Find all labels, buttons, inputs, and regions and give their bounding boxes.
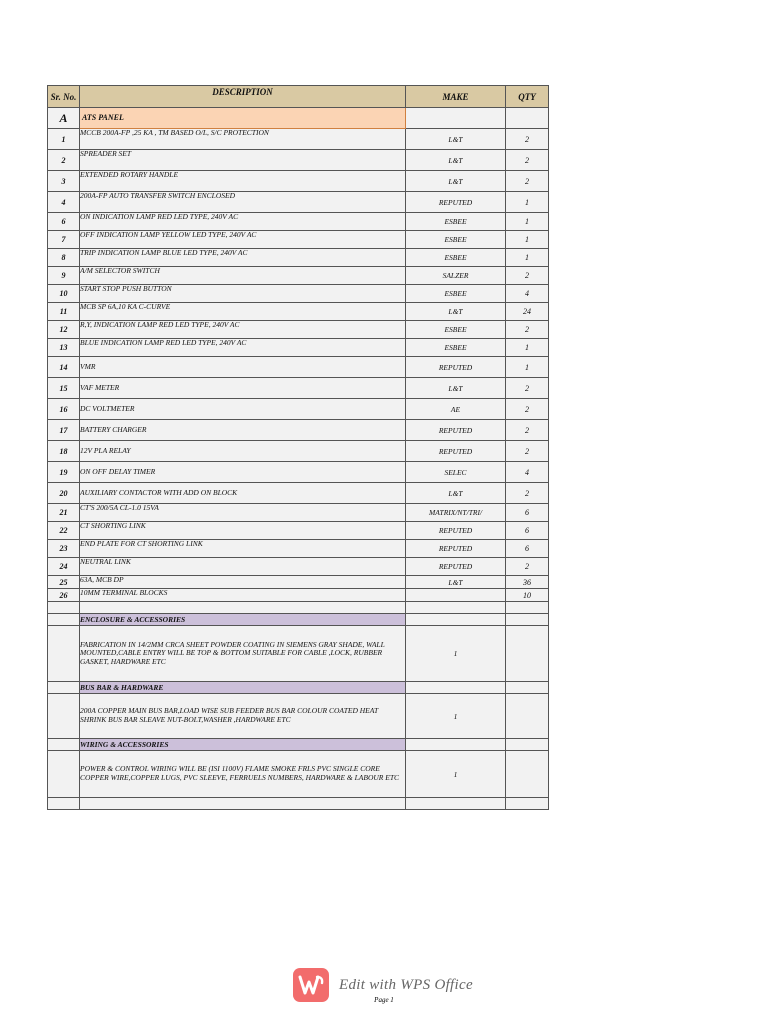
item-description: END PLATE FOR CT SHORTING LINK xyxy=(80,540,406,558)
item-description: AUXILIARY CONTACTOR WITH ADD ON BLOCK xyxy=(80,483,406,504)
item-make: REPUTED xyxy=(406,522,506,540)
page-number: Page 1 xyxy=(374,996,394,1004)
item-qty: 24 xyxy=(506,303,549,321)
item-sr-no: 7 xyxy=(48,231,80,249)
table-row xyxy=(48,129,549,150)
group-description: FABRICATION IN 14/2MM CRCA SHEET POWDER COATING IN SIEMENS GRAY SHADE, WALL MOUNTED,CABLE ENTRY WILL BE TOP & BOTTOM SUITABLE FOR CABLE ,LOCK, RUBBER GASKET, HARDWARE ETC xyxy=(80,626,406,682)
section-qty-cell xyxy=(506,108,549,129)
item-sr-no: 13 xyxy=(48,339,80,357)
item-make: REPUTED xyxy=(406,441,506,462)
blank-cell xyxy=(506,602,549,614)
table-row xyxy=(48,171,549,192)
table-row xyxy=(48,303,549,321)
item-qty: 1 xyxy=(506,192,549,213)
group-header-row xyxy=(48,614,549,626)
item-make: ESBEE xyxy=(406,285,506,303)
item-description: CT'S 200/5A CL-1.0 15VA xyxy=(80,504,406,522)
item-make: MATRIX/NT/TRI/ xyxy=(406,504,506,522)
item-make: ESBEE xyxy=(406,249,506,267)
item-sr-no: 10 xyxy=(48,285,80,303)
item-make: ESBEE xyxy=(406,213,506,231)
item-qty: 1 xyxy=(506,213,549,231)
item-make: SALZER xyxy=(406,267,506,285)
item-sr-no: 26 xyxy=(48,589,80,602)
item-sr-no: 3 xyxy=(48,171,80,192)
table-row xyxy=(48,589,549,602)
group-qty xyxy=(506,751,549,798)
item-qty: 2 xyxy=(506,171,549,192)
table-row xyxy=(48,231,549,249)
header-make: MAKE xyxy=(406,86,506,108)
group-detail-sr xyxy=(48,694,80,739)
item-qty: 1 xyxy=(506,249,549,267)
item-description: EXTENDED ROTARY HANDLE xyxy=(80,171,406,192)
group-detail-row xyxy=(48,751,549,798)
item-qty: 4 xyxy=(506,285,549,303)
group-sr-cell xyxy=(48,682,80,694)
table-header-row xyxy=(48,86,549,108)
group-make: 1 xyxy=(406,694,506,739)
item-qty: 2 xyxy=(506,378,549,399)
item-qty: 2 xyxy=(506,558,549,576)
item-description: ON OFF DELAY TIMER xyxy=(80,462,406,483)
wps-edit-link[interactable]: Edit with WPS Office xyxy=(339,976,473,993)
blank-cell xyxy=(48,798,80,810)
group-qty xyxy=(506,694,549,739)
item-qty: 6 xyxy=(506,540,549,558)
item-make: L&T xyxy=(406,303,506,321)
group-sr-cell xyxy=(48,739,80,751)
table-row xyxy=(48,522,549,540)
blank-cell xyxy=(80,602,406,614)
table-row xyxy=(48,267,549,285)
item-description: 63A, MCB DP xyxy=(80,576,406,589)
item-qty: 2 xyxy=(506,129,549,150)
item-qty: 4 xyxy=(506,462,549,483)
item-qty: 2 xyxy=(506,441,549,462)
item-description: MCB SP 6A,10 KA C-CURVE xyxy=(80,303,406,321)
item-make: ESBEE xyxy=(406,339,506,357)
group-make-cell xyxy=(406,682,506,694)
item-qty: 36 xyxy=(506,576,549,589)
item-description: ON INDICATION LAMP RED LED TYPE, 240V AC xyxy=(80,213,406,231)
item-sr-no: 1 xyxy=(48,129,80,150)
item-description: NEUTRAL LINK xyxy=(80,558,406,576)
item-sr-no: 21 xyxy=(48,504,80,522)
table-row xyxy=(48,420,549,441)
item-description: OFF INDICATION LAMP YELLOW LED TYPE, 240V AC xyxy=(80,231,406,249)
item-description: TRIP INDICATION LAMP BLUE LED TYPE, 240V AC xyxy=(80,249,406,267)
group-make-cell xyxy=(406,614,506,626)
group-title: BUS BAR & HARDWARE xyxy=(80,682,406,694)
table-row xyxy=(48,339,549,357)
item-qty: 2 xyxy=(506,150,549,171)
item-make: REPUTED xyxy=(406,420,506,441)
group-make-cell xyxy=(406,739,506,751)
item-qty: 6 xyxy=(506,522,549,540)
item-description: CT SHORTING LINK xyxy=(80,522,406,540)
group-qty-cell xyxy=(506,739,549,751)
group-header-row xyxy=(48,682,549,694)
item-description: START STOP PUSH BUTTON xyxy=(80,285,406,303)
item-description: 200A-FP AUTO TRANSFER SWITCH ENCLOSED xyxy=(80,192,406,213)
table-row xyxy=(48,150,549,171)
item-sr-no: 16 xyxy=(48,399,80,420)
group-description: POWER & CONTROL WIRING WILL BE (ISI 1100V) FLAME SMOKE FRLS PVC SINGLE CORE COPPER WIRE,COPPER LUGS, PVC SLEEVE, FERRUELS NUMBERS, HARDWARE & LABOUR ETC xyxy=(80,751,406,798)
group-detail-row xyxy=(48,694,549,739)
item-sr-no: 20 xyxy=(48,483,80,504)
table-row xyxy=(48,213,549,231)
item-make: ESBEE xyxy=(406,321,506,339)
item-description: 10MM TERMINAL BLOCKS xyxy=(80,589,406,602)
group-detail-sr xyxy=(48,626,80,682)
item-qty: 1 xyxy=(506,357,549,378)
blank-cell xyxy=(80,798,406,810)
item-sr-no: 19 xyxy=(48,462,80,483)
table-row xyxy=(48,504,549,522)
section-letter: A xyxy=(48,108,80,129)
blank-row xyxy=(48,602,549,614)
item-qty: 2 xyxy=(506,321,549,339)
table-row xyxy=(48,441,549,462)
group-sr-cell xyxy=(48,614,80,626)
item-sr-no: 11 xyxy=(48,303,80,321)
group-detail-sr xyxy=(48,751,80,798)
item-sr-no: 12 xyxy=(48,321,80,339)
item-qty: 2 xyxy=(506,483,549,504)
group-qty-cell xyxy=(506,682,549,694)
group-make: 1 xyxy=(406,751,506,798)
group-detail-row xyxy=(48,626,549,682)
item-make: SELEC xyxy=(406,462,506,483)
section-make-cell xyxy=(406,108,506,129)
header-description: DESCRIPTION xyxy=(80,86,406,108)
item-make: REPUTED xyxy=(406,192,506,213)
blank-cell xyxy=(406,798,506,810)
item-make: ESBEE xyxy=(406,231,506,249)
item-make: L&T xyxy=(406,171,506,192)
item-sr-no: 23 xyxy=(48,540,80,558)
item-description: VMR xyxy=(80,357,406,378)
item-sr-no: 6 xyxy=(48,213,80,231)
item-make: L&T xyxy=(406,129,506,150)
blank-row xyxy=(48,798,549,810)
table-row xyxy=(48,192,549,213)
item-qty: 10 xyxy=(506,589,549,602)
item-description: R,Y, INDICATION LAMP RED LED TYPE, 240V AC xyxy=(80,321,406,339)
group-description: 200A COPPER MAIN BUS BAR,LOAD WISE SUB FEEDER BUS BAR COLOUR COATED HEAT SHRINK BUS BAR SLEAVE NUT-BOLT,WASHER ,HARDWARE ETC xyxy=(80,694,406,739)
table-row xyxy=(48,357,549,378)
item-description: MCCB 200A-FP ,25 KA , TM BASED O/L, S/C PROTECTION xyxy=(80,129,406,150)
group-qty xyxy=(506,626,549,682)
table-row xyxy=(48,558,549,576)
group-title: ENCLOSURE & ACCESSORIES xyxy=(80,614,406,626)
item-description: A/M SELECTOR SWITCH xyxy=(80,267,406,285)
group-header-row xyxy=(48,739,549,751)
item-qty: 6 xyxy=(506,504,549,522)
item-qty: 2 xyxy=(506,399,549,420)
item-make: REPUTED xyxy=(406,558,506,576)
table-row xyxy=(48,576,549,589)
table-row xyxy=(48,483,549,504)
item-sr-no: 2 xyxy=(48,150,80,171)
item-qty: 1 xyxy=(506,339,549,357)
item-description: BLUE INDICATION LAMP RED LED TYPE, 240V AC xyxy=(80,339,406,357)
item-description: VAF METER xyxy=(80,378,406,399)
section-row xyxy=(48,108,549,129)
item-sr-no: 24 xyxy=(48,558,80,576)
group-make: 1 xyxy=(406,626,506,682)
boq-table xyxy=(47,85,549,810)
table-row xyxy=(48,285,549,303)
item-qty: 1 xyxy=(506,231,549,249)
item-make: L&T xyxy=(406,576,506,589)
item-sr-no: 4 xyxy=(48,192,80,213)
item-description: DC VOLTMETER xyxy=(80,399,406,420)
table-row xyxy=(48,462,549,483)
group-title: WIRING & ACCESSORIES xyxy=(80,739,406,751)
table-row xyxy=(48,399,549,420)
item-description: SPREADER SET xyxy=(80,150,406,171)
item-sr-no: 25 xyxy=(48,576,80,589)
item-qty: 2 xyxy=(506,267,549,285)
table-row xyxy=(48,378,549,399)
item-make: L&T xyxy=(406,378,506,399)
item-description: 12V PLA RELAY xyxy=(80,441,406,462)
item-sr-no: 9 xyxy=(48,267,80,285)
item-sr-no: 8 xyxy=(48,249,80,267)
item-make: L&T xyxy=(406,483,506,504)
item-description: BATTERY CHARGER xyxy=(80,420,406,441)
table-row xyxy=(48,540,549,558)
header-sr-no: Sr. No. xyxy=(48,86,80,108)
item-make: AE xyxy=(406,399,506,420)
item-sr-no: 18 xyxy=(48,441,80,462)
item-sr-no: 15 xyxy=(48,378,80,399)
table-row xyxy=(48,321,549,339)
item-sr-no: 17 xyxy=(48,420,80,441)
section-title: ATS PANEL xyxy=(80,108,406,129)
item-make: L&T xyxy=(406,150,506,171)
header-qty: QTY xyxy=(506,86,549,108)
item-sr-no: 22 xyxy=(48,522,80,540)
item-sr-no: 14 xyxy=(48,357,80,378)
group-qty-cell xyxy=(506,614,549,626)
item-qty: 2 xyxy=(506,420,549,441)
table-row xyxy=(48,249,549,267)
item-make: REPUTED xyxy=(406,357,506,378)
blank-cell xyxy=(48,602,80,614)
item-make: REPUTED xyxy=(406,540,506,558)
blank-cell xyxy=(406,602,506,614)
blank-cell xyxy=(506,798,549,810)
item-make xyxy=(406,589,506,602)
